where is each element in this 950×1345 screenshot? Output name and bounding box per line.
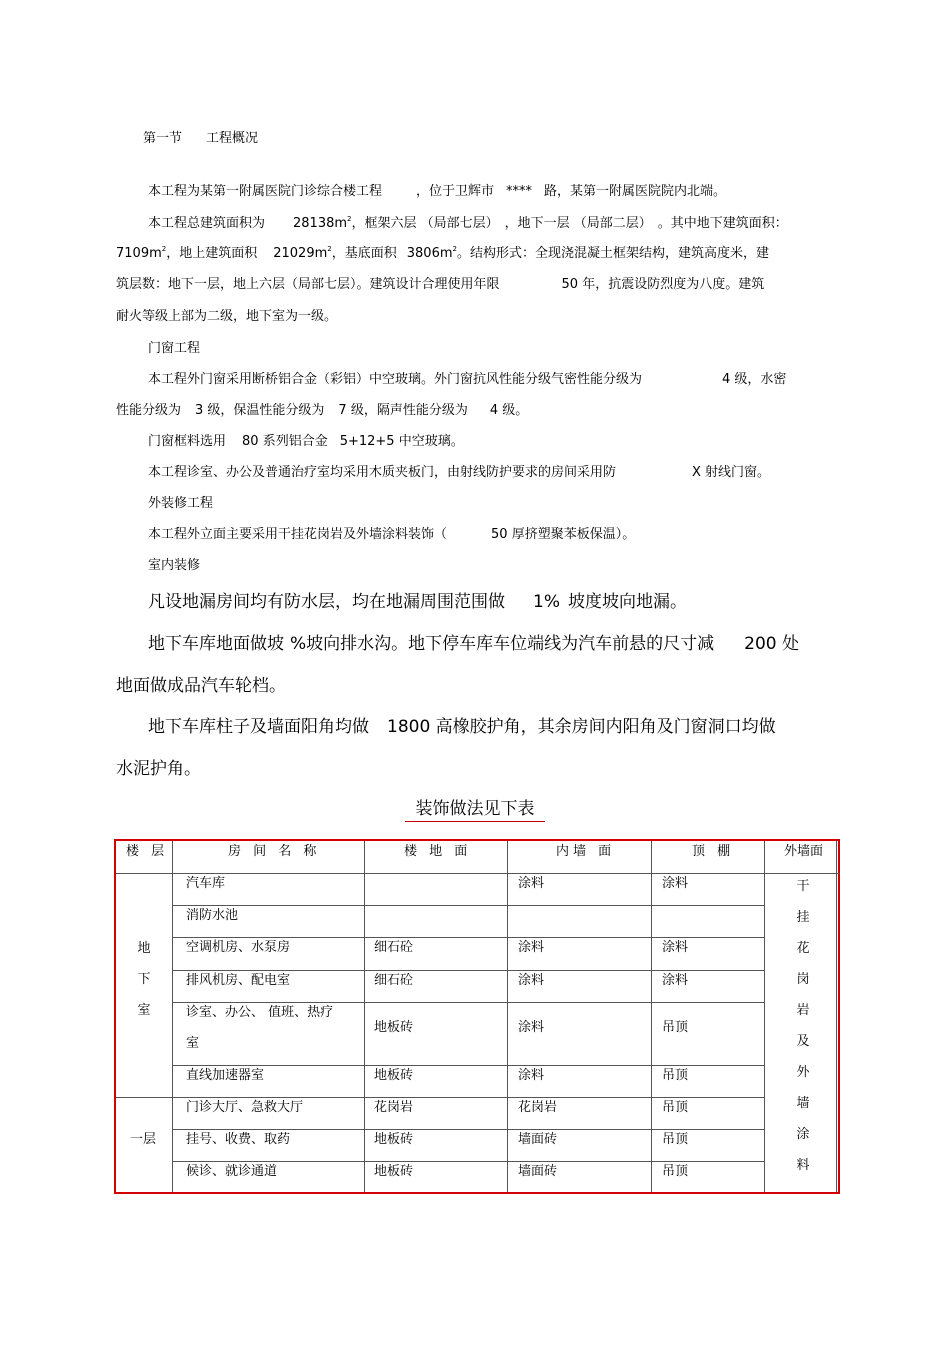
ceiling-finish: 吊顶 xyxy=(662,1100,689,1115)
ceiling-finish: 吊顶 xyxy=(662,1020,689,1035)
overview-line-3: $7109m^2$，地上建筑面积 $21029m^2$，基底面积 $3806m^2$。结构形式：全现浇混凝土框架结构，建筑高度米，建 xyxy=(116,245,769,261)
section-name: 工程概况 xyxy=(206,131,259,146)
floor-finish: 地板砖 xyxy=(374,1132,414,1147)
floor-finish: 细石砼 xyxy=(374,940,414,955)
room-name: 排风机房、配电室 xyxy=(186,973,291,988)
section-number: 第一节 xyxy=(143,131,183,146)
header-floor: 楼 层 xyxy=(126,844,169,859)
floor-finish: 地板砖 xyxy=(374,1164,414,1179)
interior-wall-finish: 涂料 xyxy=(518,1020,545,1035)
interior-line-5: 水泥护角。 xyxy=(116,759,201,779)
floor-finish: 花岗岩 xyxy=(374,1100,414,1115)
interior-line-2: 地下车库地面做坡 %坡向排水沟。地下停车库车位端线为汽车前悬的尺寸减 200 处 xyxy=(148,634,800,654)
doors-line-2: 性能分级为 3 级，保温性能分级为 7 级，隔声性能分级为 4 级。 xyxy=(116,403,529,418)
header-room: 房 间 名 称 xyxy=(228,844,321,859)
doors-line-1: 本工程外门窗采用断桥铝合金（彩铝）中空玻璃。外门窗抗风性能分级气密性能分级为 4 级，水密 xyxy=(148,372,787,387)
ceiling-finish: 涂料 xyxy=(662,876,689,891)
interior-line-3: 地面做成品汽车轮档。 xyxy=(116,676,286,696)
room-name: 空调机房、水泵房 xyxy=(186,940,291,955)
table-caption: 装饰做法见下表 xyxy=(405,798,545,822)
overview-line-1: 本工程为某第一附属医院门诊综合楼工程 ，位于卫辉市 **** 路，某第一附属医院院内北端。 xyxy=(148,184,727,199)
room-name: 诊室、办公、 值班、热疗 xyxy=(186,1005,334,1020)
ceiling-finish: 涂料 xyxy=(662,973,689,988)
overview-line-5: 耐火等级上部为二级，地下室为一级。 xyxy=(116,309,338,324)
interior-wall-finish: 墙面砖 xyxy=(518,1164,558,1179)
header-floor-finish: 楼 地 面 xyxy=(404,844,472,859)
doors-line-4: 本工程诊室、办公及普通治疗室均采用木质夹板门，由射线防护要求的房间采用防 X 射线门窗。 xyxy=(148,465,771,480)
exterior-heading: 外装修工程 xyxy=(148,496,214,511)
ceiling-finish: 涂料 xyxy=(662,940,689,955)
header-ceiling: 顶 棚 xyxy=(692,844,735,859)
room-name: 消防水池 xyxy=(186,908,239,923)
interior-wall-finish: 涂料 xyxy=(518,876,545,891)
interior-wall-finish: 涂料 xyxy=(518,973,545,988)
interior-line-4: 地下车库柱子及墙面阳角均做 1800 高橡胶护角，其余房间内阳角及门窗洞口均做 xyxy=(148,717,776,737)
floor-finish: 细石砼 xyxy=(374,973,414,988)
decoration-table xyxy=(114,839,840,1194)
floor-finish: 地板砖 xyxy=(374,1068,414,1083)
ceiling-finish: 吊顶 xyxy=(662,1068,689,1083)
ceiling-finish: 吊顶 xyxy=(662,1132,689,1147)
room-name: 汽车库 xyxy=(186,876,226,891)
interior-wall-finish: 涂料 xyxy=(518,1068,545,1083)
header-interior-wall: 内墙 面 xyxy=(556,844,616,859)
section-title xyxy=(143,131,258,147)
interior-wall-finish: 墙面砖 xyxy=(518,1132,558,1147)
floor-finish: 地板砖 xyxy=(374,1020,414,1035)
doors-line-3: 门窗框料选用 80 系列铝合金 5+12+5 中空玻璃。 xyxy=(148,434,464,449)
interior-wall-finish: 涂料 xyxy=(518,940,545,955)
exterior-wall-value: 干 挂 花 岗 岩 及 外 墙 涂 料 xyxy=(796,879,810,1173)
interior-line-1: 凡设地漏房间均有防水层，均在地漏周围范围做 1% 坡度坡向地漏。 xyxy=(148,592,687,612)
group-first-floor: 一层 xyxy=(130,1132,157,1147)
room-name: 挂号、收费、取药 xyxy=(186,1132,291,1147)
room-name-cont: 室 xyxy=(186,1036,200,1051)
overview-line-4: 筑层数：地下一层，地上六层（局部七层）。建筑设计合理使用年限 50 年，抗震设防烈度为八度。建筑 xyxy=(116,277,765,292)
exterior-line-1: 本工程外立面主要采用干挂花岗岩及外墙涂料装饰（ 50 厚挤塑聚苯板保温）。 xyxy=(148,527,636,542)
room-name: 门诊大厅、急救大厅 xyxy=(186,1100,304,1115)
group-basement: 地 下 室 xyxy=(137,941,151,1018)
header-exterior-wall: 外墙面 xyxy=(784,844,824,859)
doors-heading: 门窗工程 xyxy=(148,341,201,356)
overview-line-2: 本工程总建筑面积为 $28138m^2$，框架六层 （局部七层） ，地下一层 （局部二层） 。其中地下建筑面积： xyxy=(148,215,788,231)
interior-heading: 室内装修 xyxy=(148,558,201,573)
room-name: 候诊、就诊通道 xyxy=(186,1164,278,1179)
interior-wall-finish: 花岗岩 xyxy=(518,1100,558,1115)
ceiling-finish: 吊顶 xyxy=(662,1164,689,1179)
room-name: 直线加速器室 xyxy=(186,1068,265,1083)
